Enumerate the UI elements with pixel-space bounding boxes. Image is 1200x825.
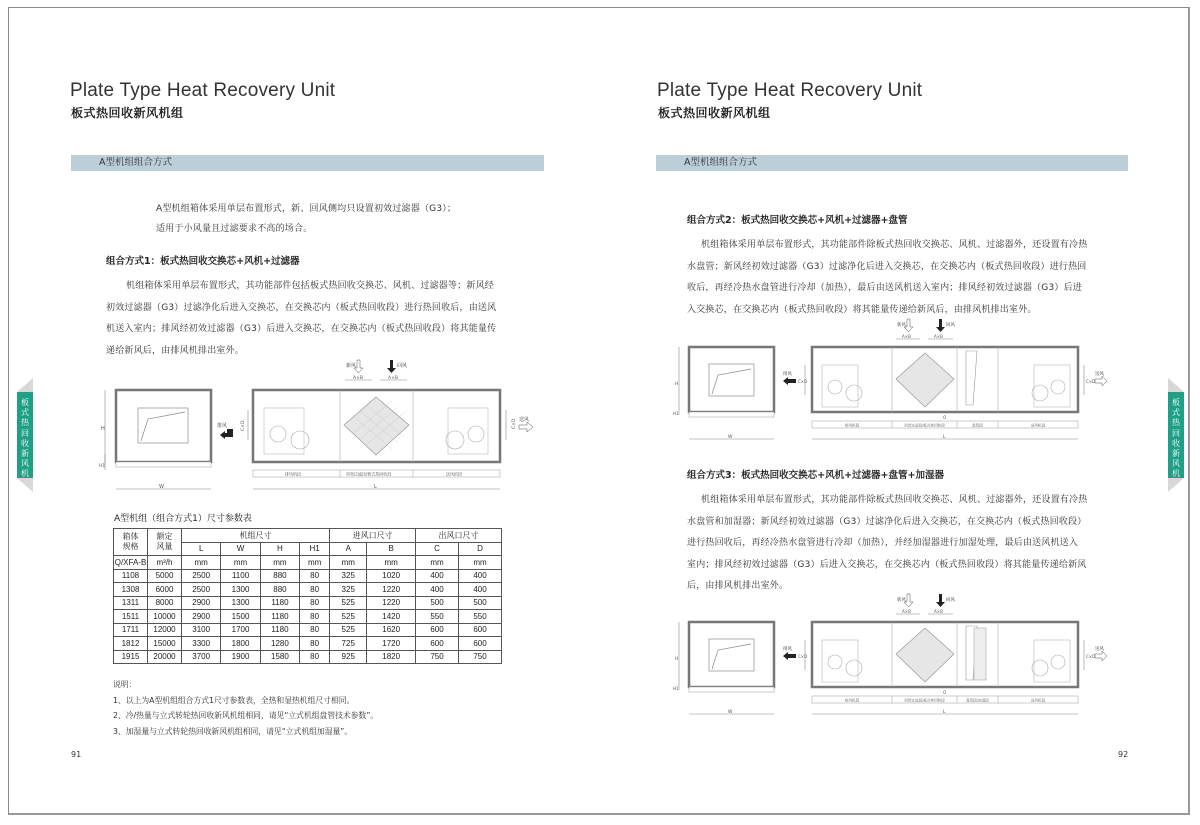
table-cell: 1812 (114, 637, 148, 651)
return-air-arrow-icon (936, 319, 945, 332)
table-cell: 925 (330, 650, 367, 664)
table-row (114, 596, 502, 610)
table-cell: 500 (416, 596, 459, 610)
table-group-header: 进风口尺寸 (330, 529, 416, 543)
table-cell: 1420 (367, 610, 416, 624)
table-cell: 550 (458, 610, 501, 624)
segment-label: 排风机段 (844, 423, 860, 428)
para-line: 初效过滤器（G3）过滤净化后进入交换芯，在交换芯内（板式热回收段）进行热回收后，由送风 (106, 302, 497, 313)
dim-h-label: H (675, 657, 679, 662)
base-frame (689, 412, 774, 417)
unit-diagram-combo2 (670, 315, 1110, 445)
table-cell: 1220 (367, 583, 416, 597)
segment-label: 盘管段 (972, 423, 983, 428)
table-cell: 1180 (260, 610, 299, 624)
exhaust-label: 排风 (783, 372, 792, 377)
table-cell: 750 (458, 650, 501, 664)
side-tab (1168, 392, 1184, 489)
side-tab-cap (1168, 378, 1184, 392)
dim-ab-label: A×B (353, 376, 363, 381)
dim-cd-label: C×D (1086, 654, 1096, 659)
table-row (114, 623, 502, 637)
table-cell: 725 (330, 637, 367, 651)
table-header-cell: C (416, 542, 459, 556)
segment-label: 排风机段 (844, 698, 860, 703)
table-cell: 1308 (114, 583, 148, 597)
combo1-heading: 组合方式1：板式热回收交换芯+风机+过滤器 (106, 256, 300, 267)
note-line: 1、以上为A型机组组合方式1尺寸参数表，全热和显热机组尺寸相同。 (113, 695, 355, 705)
base-frame (689, 687, 774, 692)
para-line: 收后，再经冷热水盘管进行冷却（加热），最后由送风机送入室内；排风经初效过滤器（G3）后进 (687, 283, 1083, 293)
table-cell: 1300 (221, 596, 260, 610)
section-bar: A型机组组合方式 (71, 155, 544, 171)
table-cell: 600 (458, 623, 501, 637)
dim-o-label: O (943, 415, 947, 420)
para-line: 进行热回收后，再经冷热水盘管进行冷却（加热），并经加湿器进行加湿处理，最后由送风机送入 (687, 538, 1079, 548)
dim-ab-label: A×B (934, 334, 943, 339)
table-row (114, 637, 502, 651)
table-cell: m³/h (148, 556, 182, 570)
table-units-row (114, 556, 502, 570)
para-line: 递给新风后，由排风机排出室外。 (106, 345, 245, 356)
page-number: 92 (1118, 750, 1129, 759)
table-cell: 12000 (148, 623, 182, 637)
table-header-cell: B (367, 542, 416, 556)
dim-w-label: W (728, 435, 733, 440)
exhaust-label: 排风 (217, 423, 228, 429)
table-cell: 2500 (182, 583, 221, 597)
table-header-cell: H (260, 542, 299, 556)
note-line: 3、加湿量与立式转轮热回收新风机组相同，请见“立式机组加湿量”。 (113, 726, 353, 736)
dim-ab-label: A×B (902, 609, 911, 614)
dim-w-label: W (728, 710, 733, 715)
dim-ab-label: A×B (902, 334, 911, 339)
side-tab-char: 式 (1172, 408, 1180, 418)
para-line: 机组箱体采用单层布置形式，其功能部件包括板式热回收交换芯、风机、过滤器等；新风经 (126, 281, 495, 291)
table-cell: mm (182, 556, 221, 570)
table-header-cell: 额定 风量 (148, 529, 182, 556)
exhaust-arrow-icon (783, 377, 796, 385)
table-cell: 400 (458, 583, 501, 597)
notes (113, 677, 378, 739)
side-tab-char: 风 (21, 459, 29, 469)
table-cell: 80 (300, 650, 330, 664)
intro-text (156, 199, 456, 239)
table-cell: 2500 (182, 569, 221, 583)
unit-diagram-combo3 (670, 590, 1110, 720)
return-air-arrow-icon (387, 360, 396, 373)
dim-ab-label: A×B (388, 376, 398, 381)
table-cell: 600 (416, 623, 459, 637)
combo1-description (106, 276, 546, 362)
table-cell: mm (458, 556, 501, 570)
dim-l-label: L (943, 435, 946, 440)
side-tab-char: 式 (21, 408, 29, 418)
access-window (709, 639, 754, 671)
table-cell: 1280 (260, 637, 299, 651)
para-line: 室内；排风经初效过滤器（G3）后进入交换芯，在交换芯内（板式热回收段）将其能量传递给新风 (687, 559, 1087, 570)
side-tab-char: 组 (21, 479, 29, 489)
return-air-label: 回风 (946, 598, 955, 603)
table-cell: 2900 (182, 610, 221, 624)
side-tab-char: 机 (21, 469, 29, 479)
page-title-cn: 板式热回收新风机组 (658, 106, 771, 120)
table-cell: 325 (330, 583, 367, 597)
table-body (114, 556, 502, 664)
para-line: 后，由排风机排出室外。 (687, 581, 789, 591)
side-tab-char: 收 (1172, 438, 1180, 448)
table-cell: 525 (330, 610, 367, 624)
para-line: 机组箱体采用单层布置形式，其功能部件除板式热回收交换芯、风机、过滤器外，还设置有冷热 (701, 240, 1088, 250)
para-line: 水盘管和加湿器；新风经初效过滤器（G3）过滤净化后进入交换芯，在交换芯内（板式热回收段） (687, 516, 1087, 527)
table-cell: 1800 (221, 637, 260, 651)
segment-label: 送风机段 (1030, 698, 1046, 703)
table-cell: 1300 (221, 583, 260, 597)
table-cell: 1108 (114, 569, 148, 583)
unit-diagram-combo1 (95, 355, 555, 500)
side-view (217, 360, 533, 490)
table-cell: Q/XFA-B (114, 556, 148, 570)
para-line: 机组箱体采用单层布置形式，其功能部件除板式热回收交换芯、风机、过滤器外，还设置有冷热 (701, 495, 1088, 505)
table-header-cell: D (458, 542, 501, 556)
table-cell: mm (260, 556, 299, 570)
table-cell: 80 (300, 596, 330, 610)
dim-ab-label: A×B (934, 609, 943, 614)
dim-h1-label: H1 (673, 686, 679, 691)
page-number: 91 (71, 750, 82, 759)
side-tab-cap (1168, 478, 1184, 492)
table-cell: 880 (260, 583, 299, 597)
table-row (114, 610, 502, 624)
table-cell: 880 (260, 569, 299, 583)
table-header-cell: 箱体 规格 (114, 529, 148, 556)
return-air-arrow-icon (936, 594, 945, 607)
table-cell: 550 (416, 610, 459, 624)
access-window (709, 364, 754, 396)
dim-cd-label: C×D (798, 379, 808, 384)
table-cell: mm (300, 556, 330, 570)
table-cell: 1820 (367, 650, 416, 664)
dim-cd-label: C×D (512, 418, 517, 429)
table-cell: mm (416, 556, 459, 570)
table-row (114, 650, 502, 664)
dim-h1-label: H1 (673, 411, 679, 416)
dim-cd-label: C×D (798, 654, 808, 659)
para-line: 入交换芯，在交换芯内（板式热回收段）将其能量传递给新风后，由排风机排出室外。 (687, 304, 1037, 315)
table-cell: mm (330, 556, 367, 570)
dim-h-label: H (101, 426, 105, 432)
side-tab-char: 组 (1172, 479, 1180, 489)
side-tab-char: 回 (1172, 428, 1180, 438)
side-tab-char: 热 (21, 418, 29, 428)
page-title-en: Plate Type Heat Recovery Unit (657, 80, 923, 101)
exhaust-label: 排风 (783, 647, 792, 652)
note-line: 2、冷/热量与立式转轮热回收新风机组相同，请见“立式机组盘管技术参数”。 (113, 711, 379, 720)
page-title-cn: 板式热回收新风机组 (71, 106, 184, 120)
side-tab-char: 回 (21, 428, 29, 438)
table-cell: 1500 (221, 610, 260, 624)
table-cell: 80 (300, 583, 330, 597)
table-cell: 6000 (148, 583, 182, 597)
dim-l-label: L (374, 484, 377, 490)
table-cell: 2900 (182, 596, 221, 610)
side-tab-char: 风 (1172, 459, 1180, 469)
dim-cd-label: C×D (1086, 379, 1096, 384)
combo3-heading: 组合方式3：板式热回收交换芯+风机+过滤器+盘管+加湿器 (687, 470, 944, 481)
table-cell: 1711 (114, 623, 148, 637)
supply-arrow-icon (519, 422, 533, 432)
table-cell: 80 (300, 610, 330, 624)
table-cell: 5000 (148, 569, 182, 583)
dim-o-label: O (943, 690, 947, 695)
table-cell: 80 (300, 569, 330, 583)
section-bar: A型机组组合方式 (656, 155, 1128, 171)
exhaust-arrow-icon (783, 652, 796, 660)
table-cell: 3100 (182, 623, 221, 637)
table-cell: 8000 (148, 596, 182, 610)
spec-table-title: A型机组（组合方式1）尺寸参数表 (114, 514, 252, 524)
table-group-header: 机组尺寸 (182, 529, 330, 543)
table-cell: 1915 (114, 650, 148, 664)
return-air-label: 回风 (946, 323, 955, 328)
table-cell: 1311 (114, 596, 148, 610)
side-tab-char: 新 (1172, 449, 1180, 459)
table-cell: 500 (458, 596, 501, 610)
table-group-header: 出风口尺寸 (416, 529, 502, 543)
table-cell: 1020 (367, 569, 416, 583)
table-cell: 1220 (367, 596, 416, 610)
table-cell: 600 (458, 637, 501, 651)
side-tab (17, 392, 33, 489)
side-tab-char: 板 (1172, 398, 1180, 407)
return-air-label: 回风 (397, 363, 408, 369)
table-cell: 80 (300, 637, 330, 651)
dim-cd-label: C×D (241, 420, 246, 431)
segment-label: 初效过滤段/板式热回收段 (904, 423, 945, 428)
table-cell: 1620 (367, 623, 416, 637)
table-row (114, 583, 502, 597)
fresh-air-label: 新风 (897, 323, 906, 328)
supply-arrow-icon (1095, 651, 1107, 661)
page-title-en: Plate Type Heat Recovery Unit (70, 80, 336, 101)
fresh-air-label: 新风 (346, 363, 357, 369)
spec-table (113, 528, 502, 664)
combo3-description (687, 490, 1087, 598)
dim-h1-label: H1 (99, 464, 106, 469)
table-row (114, 569, 502, 583)
table-cell: 325 (330, 569, 367, 583)
table-cell: 3700 (182, 650, 221, 664)
table-header-cell: W (221, 542, 260, 556)
table-cell: 80 (300, 623, 330, 637)
note-line: 说明： (113, 680, 137, 689)
side-tab-cap (17, 378, 33, 392)
dim-h-label: H (675, 382, 679, 387)
side-tab-char: 新 (21, 449, 29, 459)
table-cell: 600 (416, 637, 459, 651)
segment-label: 送风机段 (446, 471, 462, 477)
table-cell: 1580 (260, 650, 299, 664)
table-cell: 1511 (114, 610, 148, 624)
segment-label: 送风机段 (1030, 423, 1046, 428)
intro-line: 适用于小风量且过滤要求不高的场合。 (156, 224, 313, 234)
side-tab-char: 板 (21, 398, 29, 407)
side-tab-char: 热 (1172, 418, 1180, 428)
supply-arrow-icon (1095, 376, 1107, 386)
table-cell: 525 (330, 596, 367, 610)
table-cell: mm (221, 556, 260, 570)
side-tab-cap (17, 478, 33, 492)
fresh-air-label: 新风 (897, 598, 906, 603)
table-cell: 750 (416, 650, 459, 664)
table-cell: 3300 (182, 637, 221, 651)
segment-label: 排风机段 (285, 471, 301, 477)
humidifier (974, 628, 986, 680)
table-cell: 1720 (367, 637, 416, 651)
table-cell: 1180 (260, 623, 299, 637)
supply-label: 送风 (519, 417, 530, 423)
combo2-description (687, 235, 1087, 321)
side-tab-char: 机 (1172, 469, 1180, 479)
para-line: 机送入室内；排风经初效过滤器（G3）后进入交换芯，在交换芯内（板式热回收段）将其能量传 (106, 324, 497, 334)
segment-label: 初效过滤段/板式热回收段 (904, 698, 945, 703)
table-cell: 400 (458, 569, 501, 583)
table-cell: 1900 (221, 650, 260, 664)
table-cell: 400 (416, 583, 459, 597)
segment-label: 初效过滤段/板式热回收段 (346, 471, 392, 477)
table-cell: 1700 (221, 623, 260, 637)
table-cell: 400 (416, 569, 459, 583)
table-header-cell: L (182, 542, 221, 556)
table-header-cell: A (330, 542, 367, 556)
supply-label: 送风 (1095, 372, 1104, 377)
para-line: 水盘管；新风经初效过滤器（G3）过滤净化后进入交换芯，在交换芯内（板式热回收段）进行热回 (687, 261, 1087, 272)
side-tab-char: 收 (21, 438, 29, 448)
dim-l-label: L (943, 710, 946, 715)
end-view (99, 390, 211, 490)
table-cell: 525 (330, 623, 367, 637)
table-cell: mm (367, 556, 416, 570)
dim-w-label: W (159, 484, 164, 490)
combo2-heading: 组合方式2：板式热回收交换芯+风机+过滤器+盘管 (687, 215, 908, 226)
intro-line: A型机组箱体采用单层布置形式，新、回风侧均只设置初效过滤器（G3）； (156, 204, 457, 214)
table-cell: 1180 (260, 596, 299, 610)
table-cell: 15000 (148, 637, 182, 651)
segment-label: 盘管段/加湿段 (966, 698, 989, 703)
table-cell: 10000 (148, 610, 182, 624)
table-header-cell: H1 (300, 542, 330, 556)
table-cell: 1100 (221, 569, 260, 583)
supply-label: 送风 (1095, 647, 1104, 652)
table-cell: 20000 (148, 650, 182, 664)
